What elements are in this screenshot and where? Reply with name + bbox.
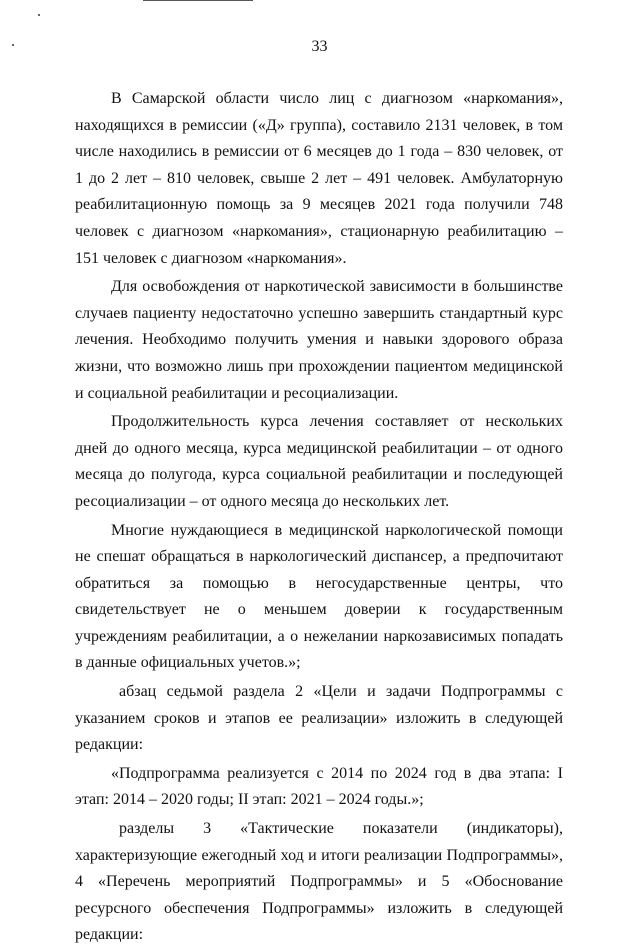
paragraph-private-centers: Многие нуждающиеся в медицинской наркологической помощи не спешат обращаться в наркологический диспансер, а предпочитают обратиться за помощью в негосударственные центры, что свидетельствует не о меньшем доверии к государственным учреждениям реабилитации, а о нежелании наркозависимых попадать в данные официальных учетов.»; [75, 521, 563, 672]
paragraph-section2-amendment: абзац седьмой раздела 2 «Цели и задачи Подпрограммы с указанием сроков и этапов ее реализации» изложить в следующей редакции: [75, 683, 563, 754]
paragraph-treatment-duration: Продолжительность курса лечения составляет от нескольких дней до одного месяца, курса медицинской реабилитации – от одного месяца до полугода, курса социальной реабилитации и последующей ресоциализации – от одного месяца до нескольких лет. [75, 413, 563, 510]
paragraph-implementation-stages: «Подпрограмма реализуется с 2014 по 2024 год в два этапа: I этап: 2014 – 2020 годы; II этап: 2021 – 2024 годы.»; [75, 764, 563, 809]
paragraph-remission-statistics: В Самарской области число лиц с диагнозом «наркомания», находящихся в ремиссии («Д» группа), составило 2131 человек, в том числе находились в ремиссии от 6 месяцев до 1 года – 830 человек, от 1 до 2 лет – 810 человек, свыше 2 лет – 491 человек. Амбулаторную реабилитационную помощь за 9 месяцев 2021 года получили 748 человек с диагнозом «наркомания», стационарную реабилитацию – 151 человек с диагнозом «наркомания». [75, 90, 563, 267]
scan-edge-line [143, 0, 253, 1]
page-number: 33 [311, 38, 328, 55]
paragraph-rehabilitation-need: Для освобождения от наркотической зависимости в большинстве случаев пациенту недостаточно успешно завершить стандартный курс лечения. Необходимо получить умения и навыки здорового образа жизни, что возможно лишь при прохождении пациентом медицинской и социальной реабилитации и ресоциализации. [75, 278, 563, 402]
paragraph-sections-amendment: разделы 3 «Тактические показатели (индикаторы), характеризующие ежегодный ход и итоги реализации Подпрограммы», 4 «Перечень мероприятий Подпрограммы» и 5 «Обоснование ресурсного обеспечения Подпрограммы» изложить в следующей редакции: [75, 820, 563, 944]
scan-speck [38, 14, 40, 16]
document-body [75, 86, 563, 951]
